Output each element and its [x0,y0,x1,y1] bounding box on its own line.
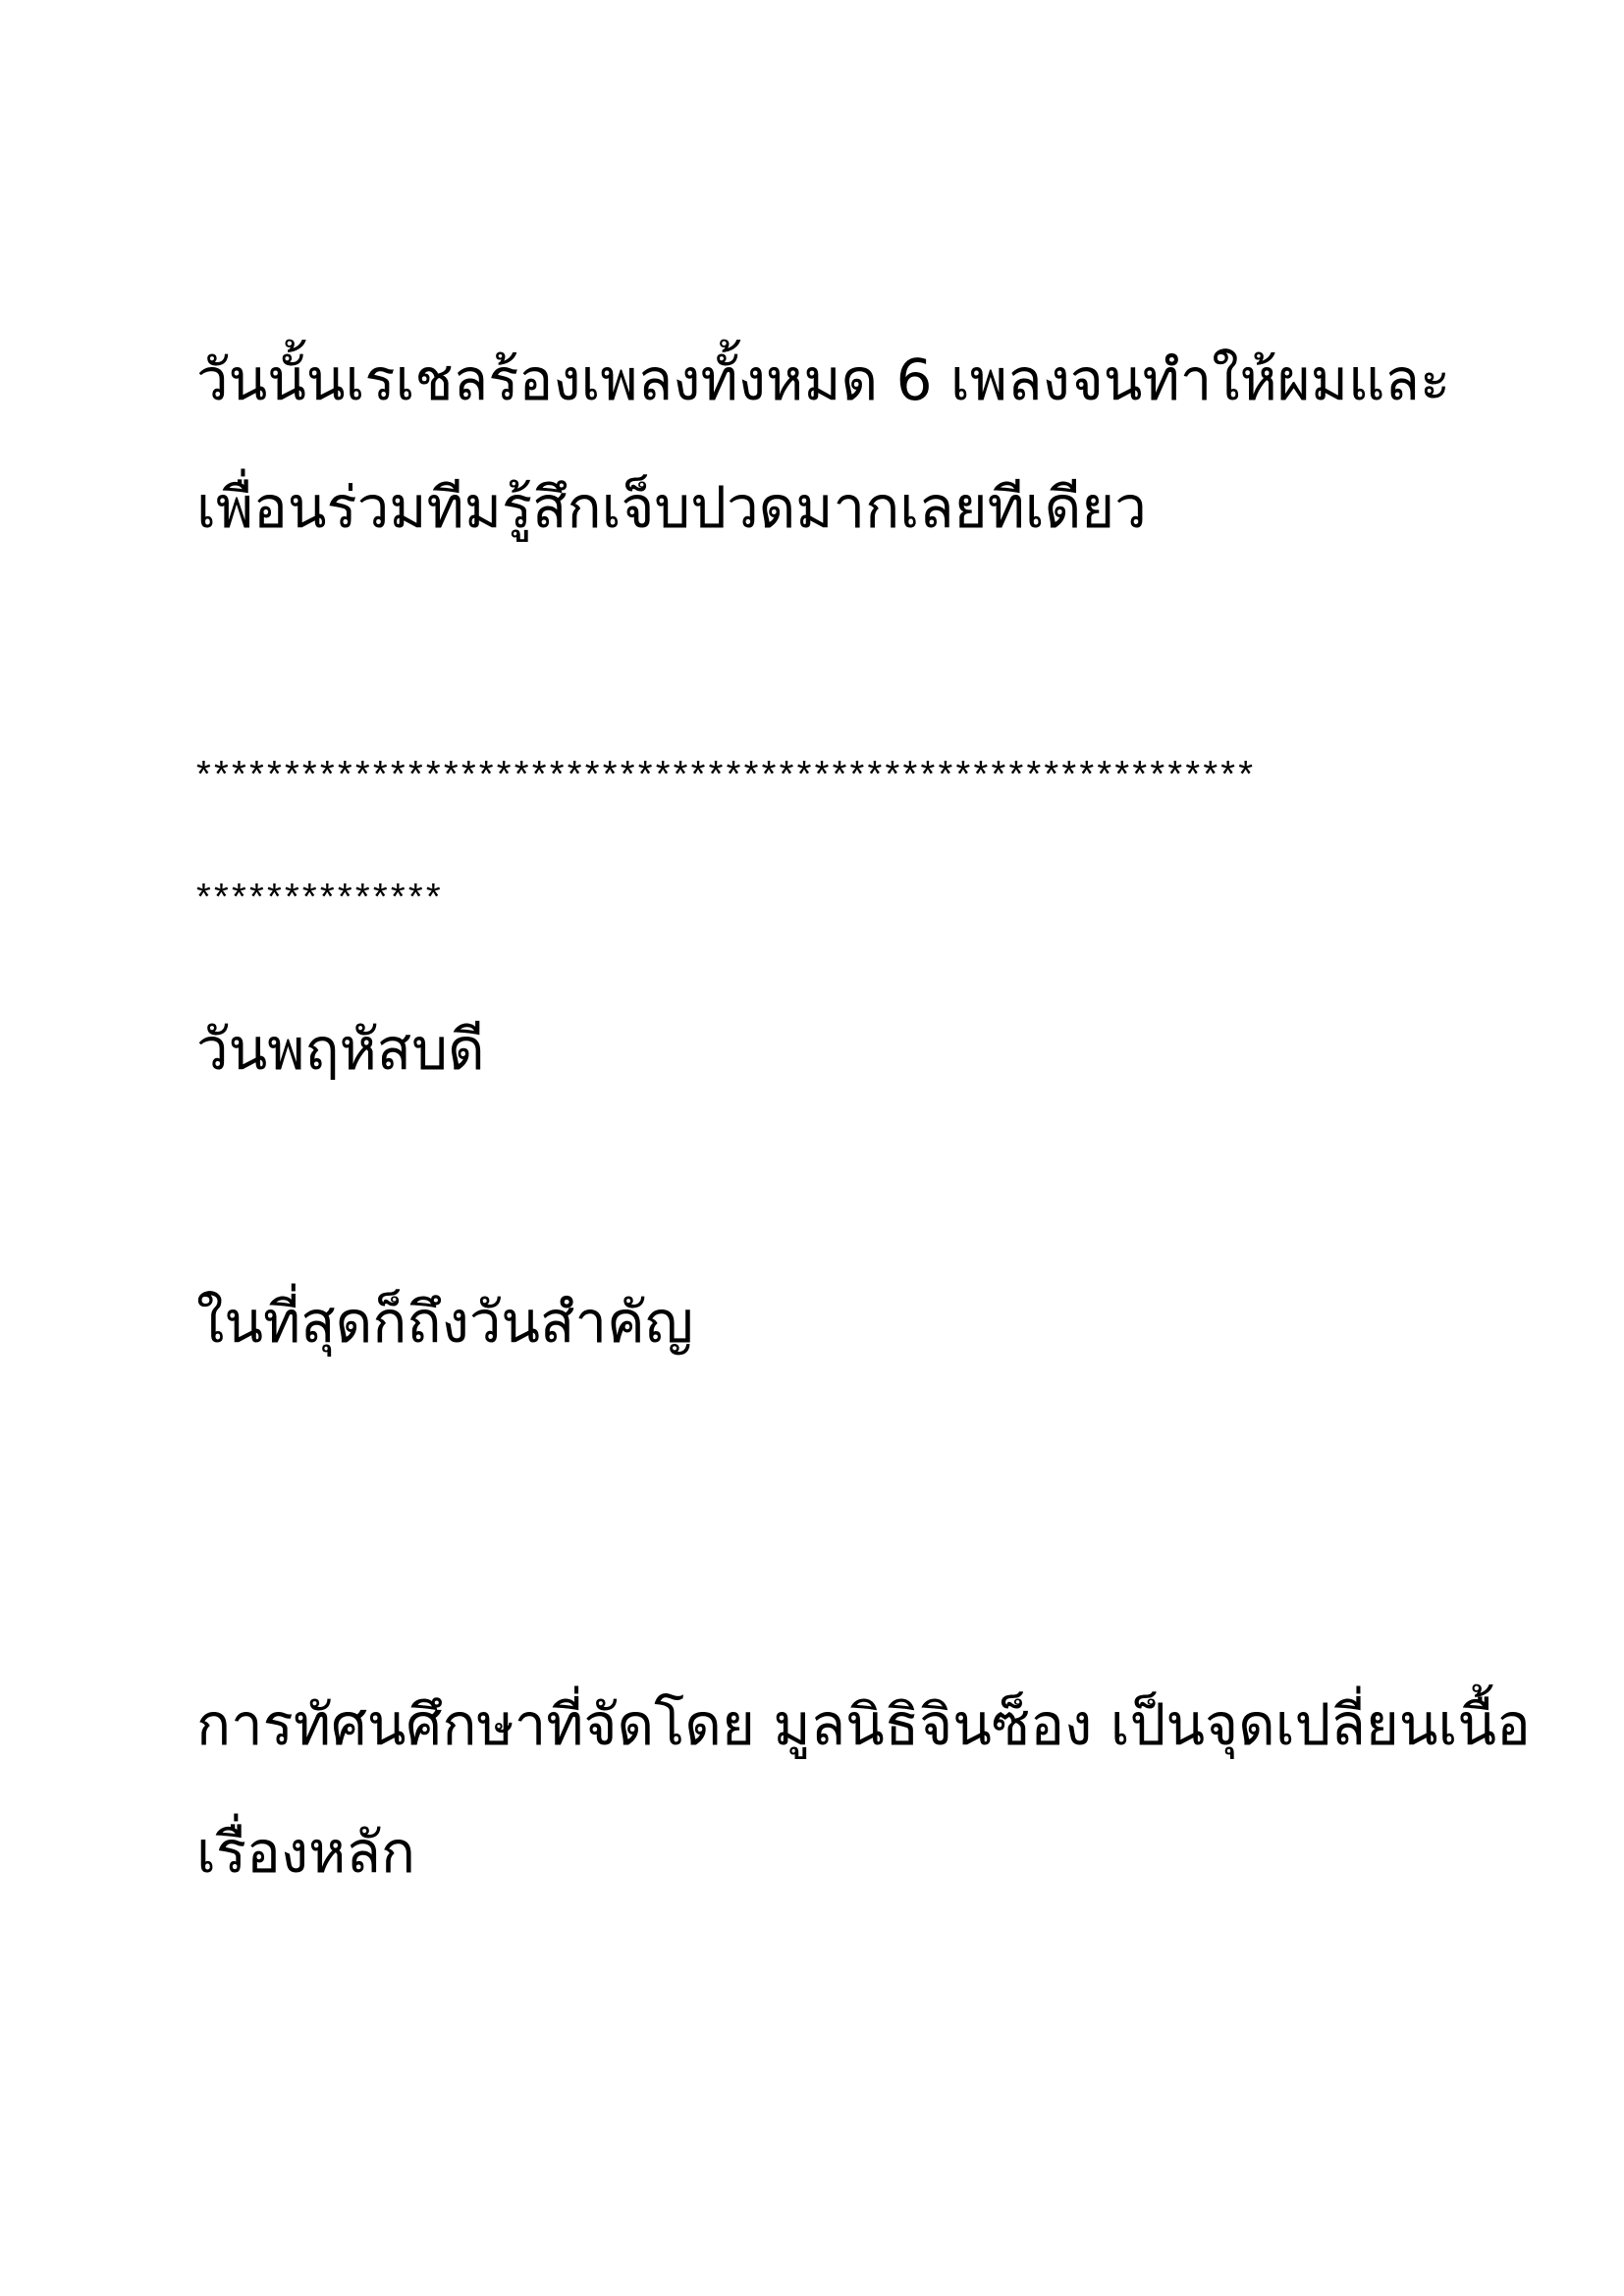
separator-line-1: ************************************************************ [196,754,1257,795]
paragraph-1-line-1: วันนั้นเรเชลร้องเพลงทั้งหมด 6 เพลงจนทำให้ผมและ [196,347,1451,413]
paragraph-3-line-1: การทัศนศึกษาที่จัดโดย มูลนิธิจินซ็อง เป็นจุดเปลี่ยนเนื้อ [196,1691,1531,1758]
day-heading: วันพฤหัสบดี [196,1016,485,1083]
paragraph-2: ในที่สุดก็ถึงวันสำคัญ [196,1289,694,1356]
separator-line-2: ************** [196,877,444,918]
paragraph-1-line-2: เพื่อนร่วมทีมรู้สึกเจ็บปวดมากเลยทีเดียว [196,474,1147,541]
paragraph-3-line-2: เรื่องหลัก [196,1819,416,1886]
